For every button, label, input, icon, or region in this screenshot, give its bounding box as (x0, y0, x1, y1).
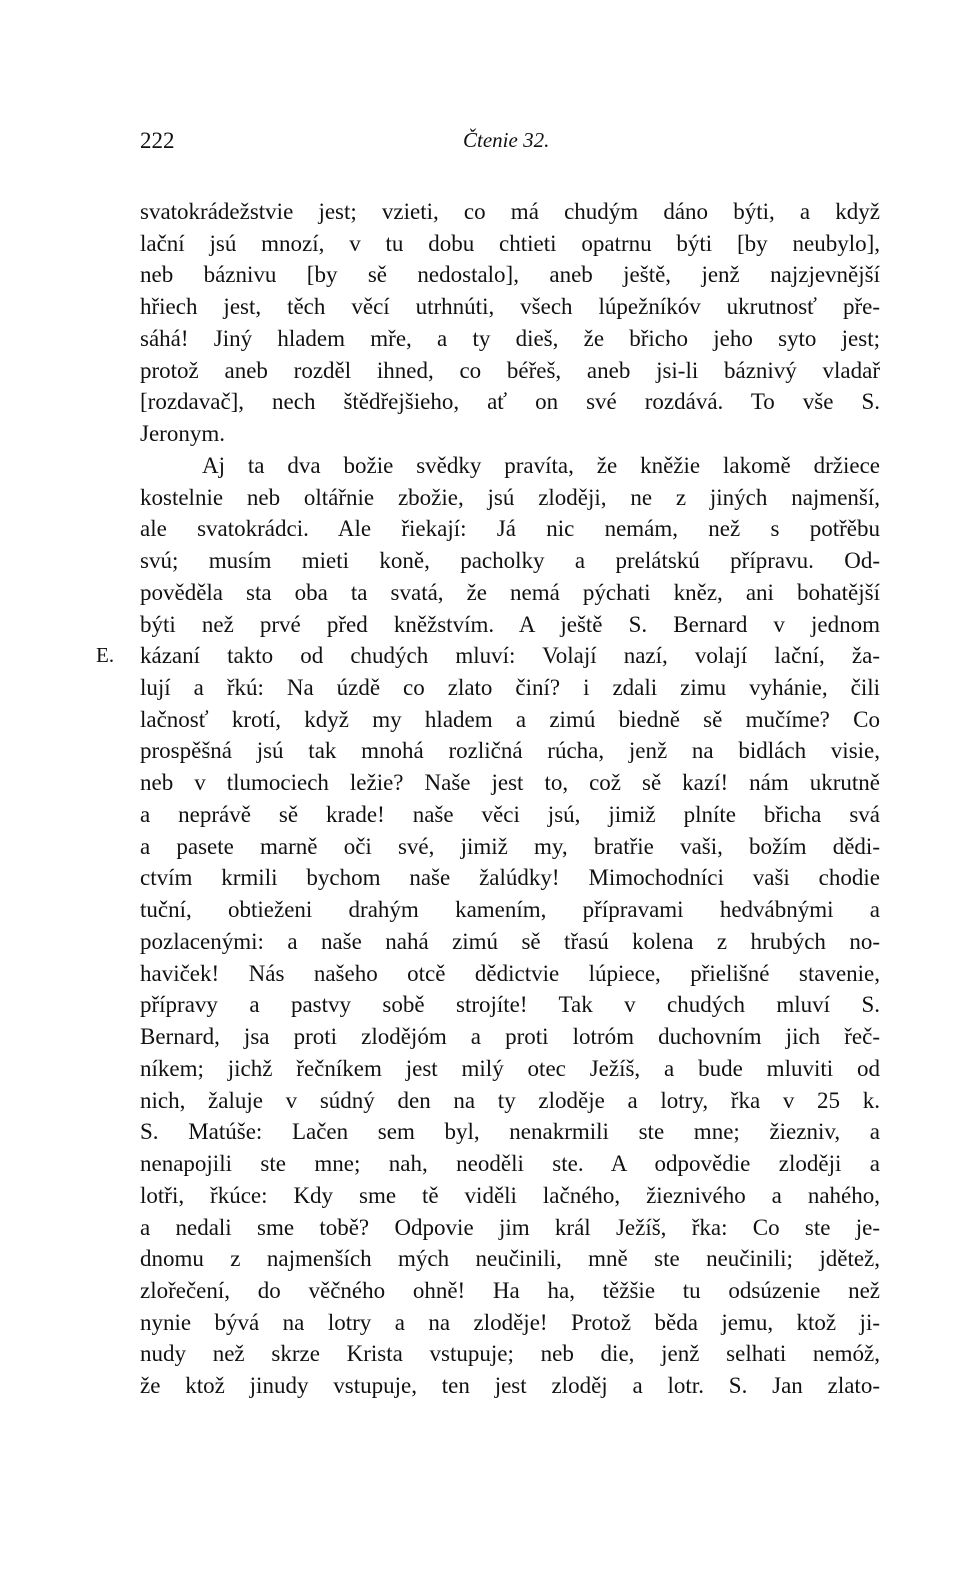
text-line: nudy než skrze Krista vstupuje; neb die, jenž selhati nemóž, (140, 1341, 880, 1367)
text-line: býti než prvé před kněžstvím. A ještě S. Bernard v jednom (140, 611, 880, 637)
text-line: zlořečení, do věčného ohně! Ha ha, těžšie tu odsúzenie než (140, 1277, 880, 1303)
text-line: a neprávě sě krade! naše věci jsú, jimiž plníte břicha svá (140, 801, 880, 827)
text-line: a nedali sme tobě? Odpovie jim král Ježíš, řka: Co ste je- (140, 1214, 880, 1240)
text-line: tuční, obtieženi drahým kamením, přípravami hedvábnými a (140, 897, 880, 923)
text-line: lují a řkú: Na úzdě co zlato činí? i zdali zimu vyhánie, čili (140, 675, 880, 701)
text-line: že ktož jinudy vstupuje, ten jest zloděj a lotr. S. Jan zlato- (140, 1373, 880, 1399)
text-line: ale svatokrádci. Ale řiekají: Já nic nemám, než s potřěbu (140, 516, 880, 542)
text-line: Jeronym. (140, 421, 225, 447)
text-line: prospěšná jsú tak mnohá rozličná rúcha, jenž na bidlách visie, (140, 738, 880, 764)
text-line: haviček! Nás našeho otcě dědictvie lúpiece, přielišné stavenie, (140, 960, 880, 986)
text-line: S. Matúše: Lačen sem byl, nenakrmili ste mne; žiezniv, a (140, 1119, 880, 1145)
text-line: neb báznivu [by sě nedostalo], aneb ještě, jenž najzjevnější (140, 262, 880, 288)
text-line: ctvím krmili bychom naše žalúdky! Mimochodníci vaši chodie (140, 865, 880, 891)
text-line: svatokrádežstvie jest; vzieti, co má chudým dáno býti, a když (140, 199, 880, 224)
page-number: 222 (140, 128, 175, 153)
text-line: lační jsú mnozí, v tu dobu chtieti opatrnu býti [by neubylo], (140, 230, 880, 256)
text-line: hřiech jest, těch věcí utrhnúti, všech lúpežníkóv ukrutnosť pře- (140, 294, 880, 320)
text-line: lačnosť krotí, když my hladem a zimú biedně sě mučíme? Co (140, 706, 880, 732)
text-line: kázaní takto od chudých mluví: Volají nazí, volají lační, ža- (140, 643, 880, 669)
text-line: Bernard, jsa proti zlodějóm a proti lotróm duchovním jich řeč- (140, 1024, 880, 1050)
text-line: Aj ta dva božie svědky pravíta, že kněžie lakomě držiece (202, 452, 880, 478)
text-line: neb v tlumociech ležie? Naše jest to, což sě kazí! nám ukrutně (140, 770, 880, 796)
text-line: sáhá! Jiný hladem mře, a ty dieš, že břicho jeho syto jest; (140, 325, 880, 351)
text-line: [rozdavač], nech štědřejšieho, ať on své rozdává. To vše S. (140, 389, 880, 415)
text-line: nich, žaluje v súdný den na ty zloděje a lotry, řka v 25 k. (140, 1087, 880, 1113)
text-line: nenapojili ste mne; nah, neoděli ste. A odpovědie zloději a (140, 1151, 880, 1177)
text-line: dnomu z najmenších mých neučinili, mně ste neučinili; jdětež, (140, 1246, 880, 1272)
text-line: nynie bývá na lotry a na zloděje! Protož běda jemu, ktož ji- (140, 1309, 880, 1335)
text-line: níkem; jichž řečníkem jest milý otec Ježíš, a bude mluviti od (140, 1055, 880, 1081)
text-line: lotři, řkúce: Kdy sme tě viděli lačného, žieznivého a nahého, (140, 1182, 880, 1208)
running-title: Čtenie 32. (463, 128, 550, 152)
text-line: svú; musím mieti koně, pacholky a prelátskú přípravu. Od- (140, 548, 880, 574)
text-line: protož aneb rozděl ihned, co béřeš, aneb jsi-li báznivý vladař (140, 357, 880, 383)
text-line: kostelnie neb oltářnie zbožie, jsú zloději, ne z jiných najmenší, (140, 484, 880, 510)
text-line: pověděla sta oba ta svatá, že nemá pýchati kněz, ani bohatější (140, 579, 880, 605)
page-header (140, 128, 880, 168)
text-line: a pasete marně oči své, jimiž my, bratřie vaši, božím dědi- (140, 833, 880, 859)
text-line: přípravy a pastvy sobě strojíte! Tak v chudých mluví S. (140, 992, 880, 1018)
text-line: pozlacenými: a naše nahá zimú sě třasú kolena z hrubých no- (140, 928, 880, 954)
margin-note: E. (96, 643, 115, 667)
body-text (140, 196, 880, 1402)
